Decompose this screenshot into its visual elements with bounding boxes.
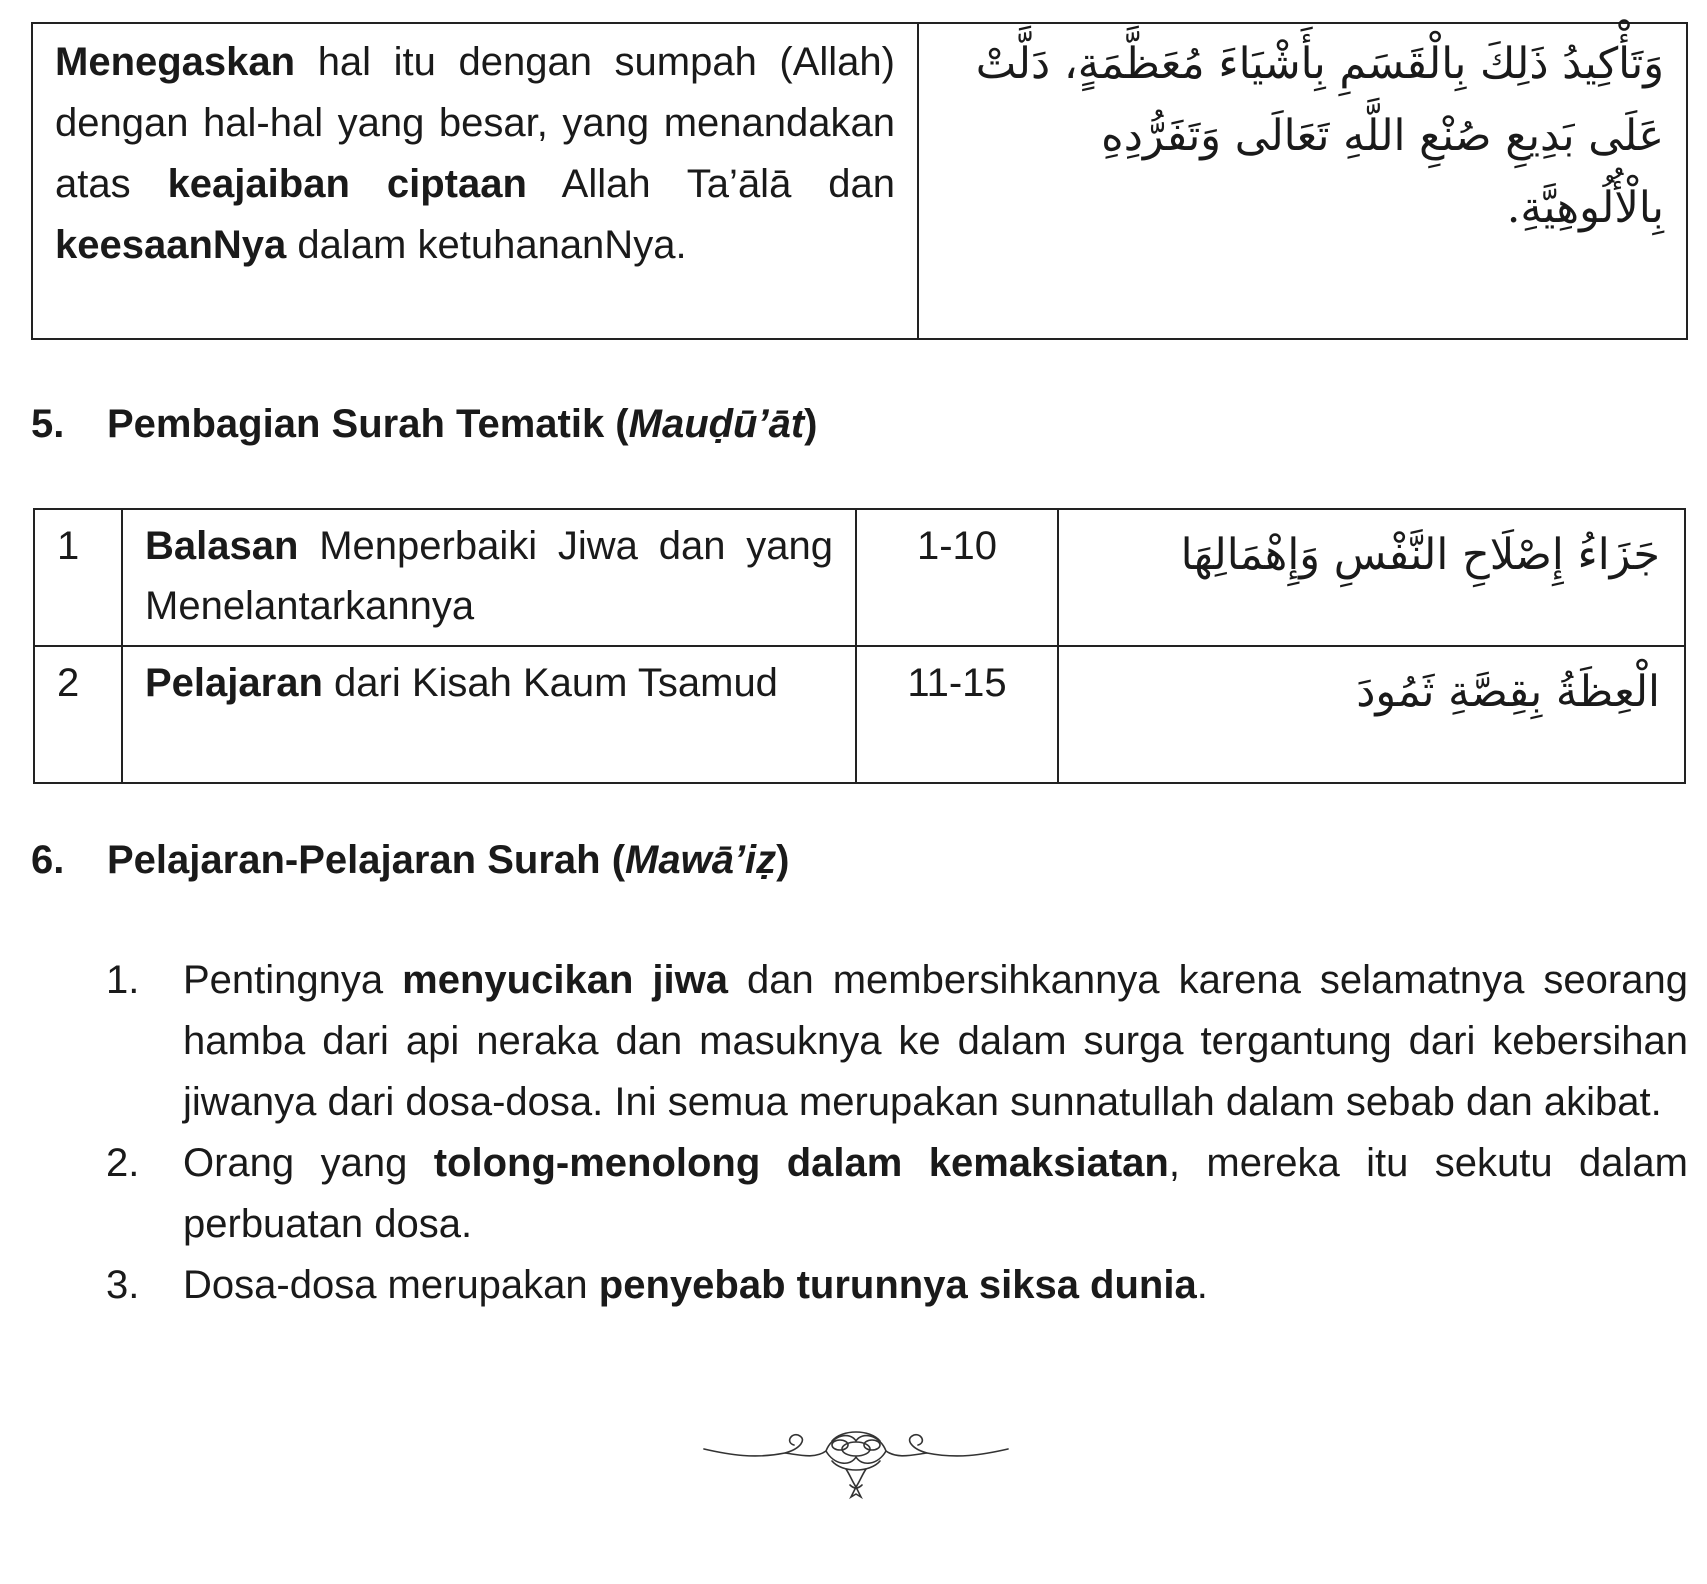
table-row	[34, 646, 1685, 783]
section-title: Pelajaran-Pelajaran Surah (	[107, 838, 626, 882]
theme-arabic: جَزَاءُ إِصْلَاحِ النَّفْسِ وَإِهْمَالِهَا	[1058, 509, 1685, 646]
list-item	[106, 950, 1688, 1133]
theme-number: 2	[34, 646, 122, 783]
list-item	[106, 1133, 1688, 1255]
text-span: tolong-menolong dalam kemaksiatan	[433, 1141, 1169, 1185]
section-heading-5	[31, 402, 818, 447]
arabic-explanation: وَتَأْكِيدُ ذَلِكَ بِالْقَسَمِ بِأَشْيَاءَ مُعَظَّمَةٍ، دَلَّتْ عَلَى بَدِيعِ صُنْعِ اللَّهِ تَعَالَى وَتَفَرُّدِهِ بِالْأُلُوهِيَّةِ.	[918, 23, 1687, 339]
section-title-italic: Mauḍū’āt	[628, 402, 805, 446]
list-number: 3.	[106, 1263, 140, 1307]
indonesian-explanation	[32, 23, 918, 339]
section-title-end: )	[776, 838, 790, 882]
text-span: .	[1196, 1263, 1208, 1307]
text-span: hal itu dengan sumpah (Allah) dengan hal-hal yang besar, yang menandakan atas	[55, 40, 895, 206]
list-number: 1.	[106, 958, 140, 1002]
section-title: Pembagian Surah Tematik (	[107, 402, 629, 446]
text-span: penyebab turunnya siksa dunia	[598, 1263, 1197, 1307]
table-row	[32, 23, 1687, 339]
text-span: Dosa-dosa merupakan	[183, 1263, 599, 1307]
text-span: dalam ketuhananNya.	[286, 223, 687, 267]
text-span: Menegaskan	[55, 40, 296, 84]
verse-range: 1-10	[856, 509, 1058, 646]
theme-title	[122, 509, 856, 646]
section-title-end: )	[804, 402, 818, 446]
theme-title	[122, 646, 856, 783]
section-title-italic: Mawā’iẓ	[625, 838, 777, 882]
section-number: 5.	[31, 402, 65, 446]
text-span: dan membersihkannya karena selamatnya seorang hamba dari api neraka dan masuknya ke dalam surga tergantung dari kebersihan jiwanya dari dosa-dosa. Ini semua merupakan sunnatullah dalam sebab dan akibat.	[183, 958, 1688, 1124]
text-span: , mereka itu sekutu dalam perbuatan dosa.	[183, 1141, 1688, 1246]
theme-number: 1	[34, 509, 122, 646]
text-span: Menperbaiki Jiwa dan yang Menelantarkannya	[145, 524, 833, 628]
flourish-divider-icon	[700, 1415, 1012, 1505]
section-number: 6.	[31, 838, 65, 882]
theme-arabic: الْعِظَةُ بِقِصَّةِ ثَمُودَ	[1058, 646, 1685, 783]
list-item	[106, 1255, 1688, 1316]
text-span: Balasan	[145, 524, 299, 568]
themes-table	[33, 508, 1686, 784]
list-number: 2.	[106, 1141, 140, 1185]
explanation-table	[31, 22, 1688, 340]
text-span: Pentingnya	[183, 958, 403, 1002]
lessons-list	[106, 950, 1688, 1316]
text-span: keajaiban ciptaan	[167, 162, 527, 206]
text-span: dari Kisah Kaum Tsamud	[322, 661, 778, 705]
verse-range: 11-15	[856, 646, 1058, 783]
section-heading-6	[31, 838, 790, 883]
text-span: Allah Ta’ālā dan	[526, 162, 896, 206]
text-span: Orang yang	[183, 1141, 434, 1185]
text-span: keesaanNya	[55, 223, 287, 267]
table-row	[34, 509, 1685, 646]
text-span: menyucikan jiwa	[402, 958, 728, 1002]
text-span: Pelajaran	[145, 661, 323, 705]
